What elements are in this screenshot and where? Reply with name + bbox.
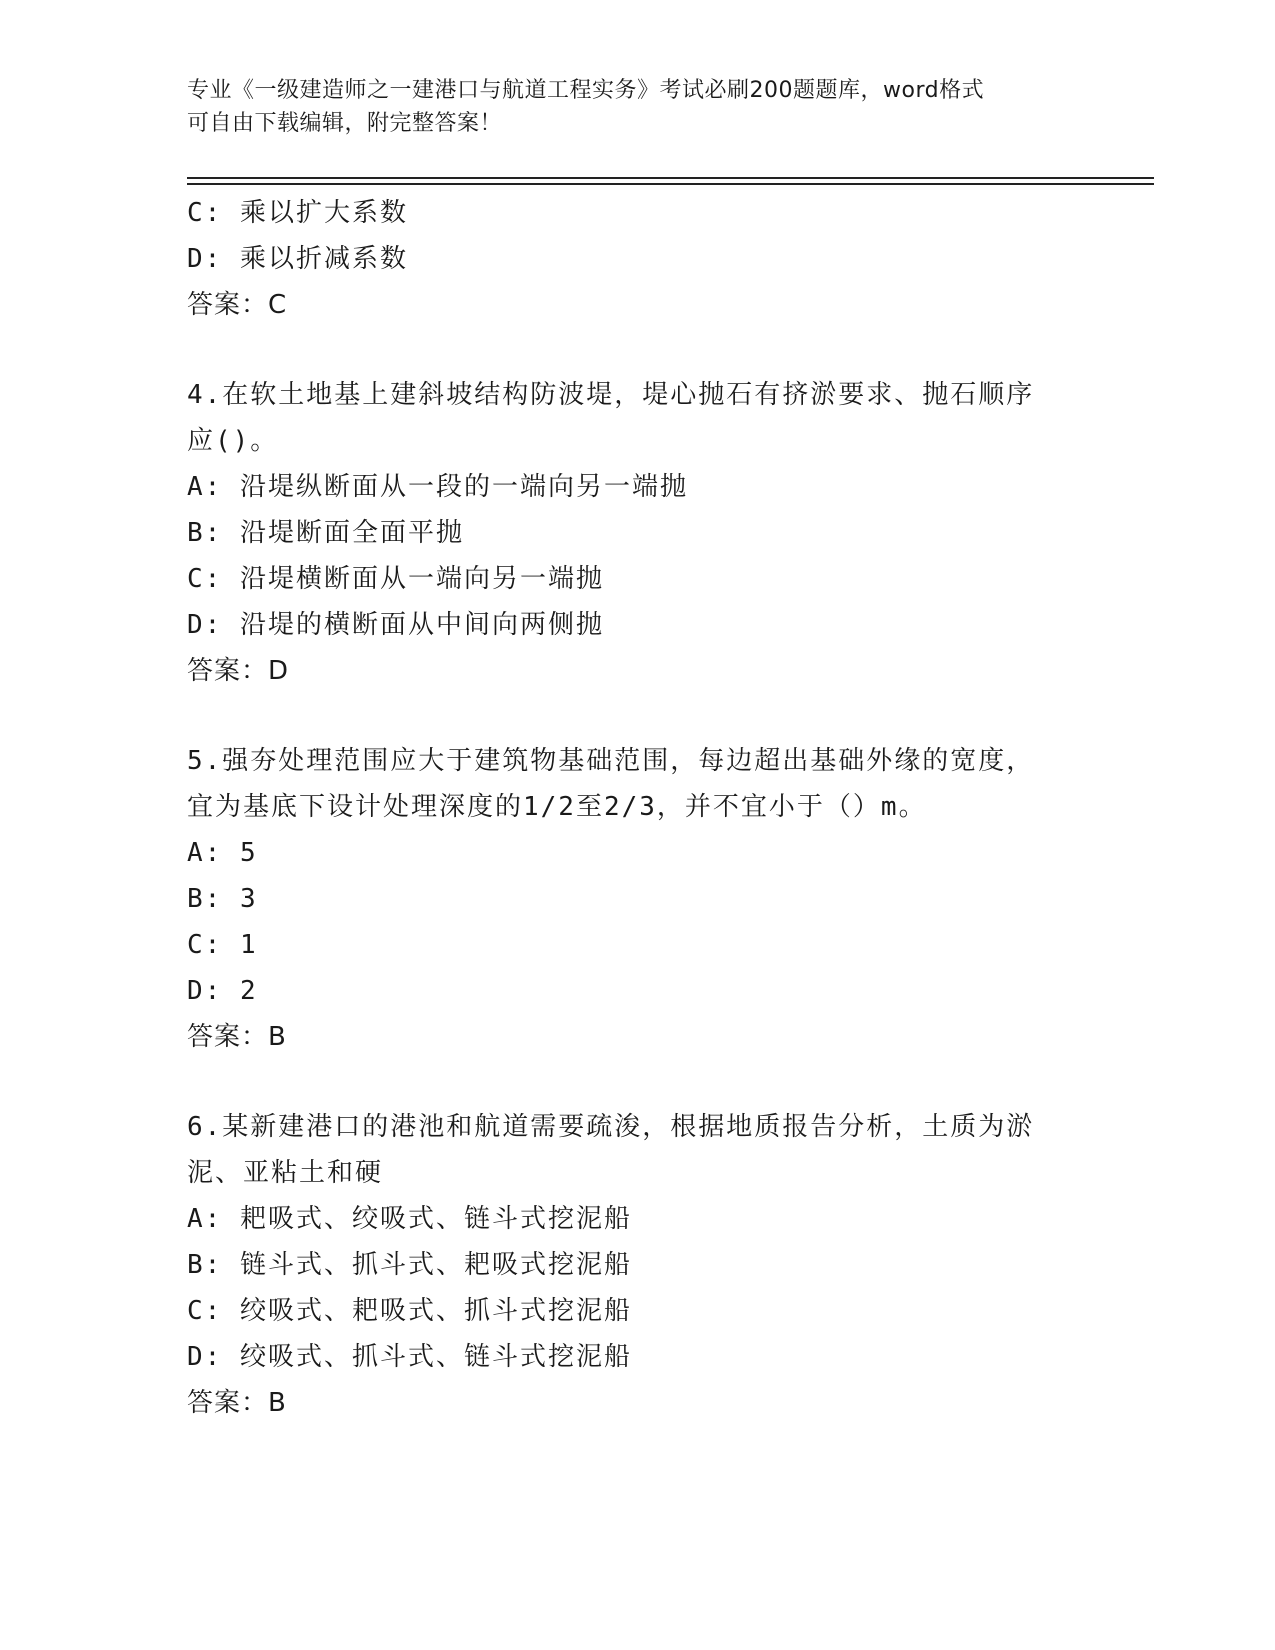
option-b: B: 3	[187, 884, 258, 914]
option-c: C: 乘以扩大系数	[187, 198, 408, 228]
answer-line: 答案：B	[187, 1022, 287, 1052]
option-c: C: 1	[187, 930, 258, 960]
question-4	[187, 372, 1087, 694]
spacer	[187, 328, 1087, 372]
document-header	[187, 74, 1067, 140]
header-rule-top	[187, 177, 1154, 179]
option-c: C: 绞吸式、耙吸式、抓斗式挖泥船	[187, 1296, 632, 1326]
question-stem-continued: 应()。	[187, 426, 279, 456]
question-stem: 4.在软土地基上建斜坡结构防波堤，堤心抛石有挤淤要求、抛石顺序	[187, 380, 1035, 410]
option-a: A: 沿堤纵断面从一段的一端向另一端抛	[187, 472, 688, 502]
question-5	[187, 738, 1087, 1060]
question-3-tail	[187, 190, 1087, 328]
answer-line: 答案：B	[187, 1388, 287, 1418]
header-rule-bottom	[187, 183, 1154, 185]
answer-line: 答案：C	[187, 290, 288, 320]
question-6	[187, 1104, 1087, 1426]
spacer	[187, 694, 1087, 738]
question-stem-continued: 泥、亚粘土和硬	[187, 1158, 384, 1188]
document-body	[187, 190, 1087, 1426]
question-stem: 6.某新建港口的港池和航道需要疏浚，根据地质报告分析，土质为淤	[187, 1112, 1035, 1142]
option-d: D: 绞吸式、抓斗式、链斗式挖泥船	[187, 1342, 632, 1372]
header-line-1: 专业《一级建造师之一建港口与航道工程实务》考试必刷200题题库，word格式	[187, 78, 985, 103]
question-stem-continued: 宜为基底下设计处理深度的1/2至2/3，并不宜小于（）m。	[187, 792, 927, 822]
answer-line: 答案：D	[187, 656, 290, 686]
option-b: B: 沿堤断面全面平抛	[187, 518, 464, 548]
option-b: B: 链斗式、抓斗式、耙吸式挖泥船	[187, 1250, 632, 1280]
header-line-2: 可自由下载编辑，附完整答案！	[187, 111, 503, 136]
option-d: D: 2	[187, 976, 258, 1006]
option-a: A: 耙吸式、绞吸式、链斗式挖泥船	[187, 1204, 632, 1234]
option-c: C: 沿堤横断面从一端向另一端抛	[187, 564, 604, 594]
option-d: D: 乘以折减系数	[187, 244, 408, 274]
option-d: D: 沿堤的横断面从中间向两侧抛	[187, 610, 604, 640]
question-stem: 5.强夯处理范围应大于建筑物基础范围，每边超出基础外缘的宽度，	[187, 746, 1035, 776]
spacer	[187, 1060, 1087, 1104]
option-a: A: 5	[187, 838, 258, 868]
